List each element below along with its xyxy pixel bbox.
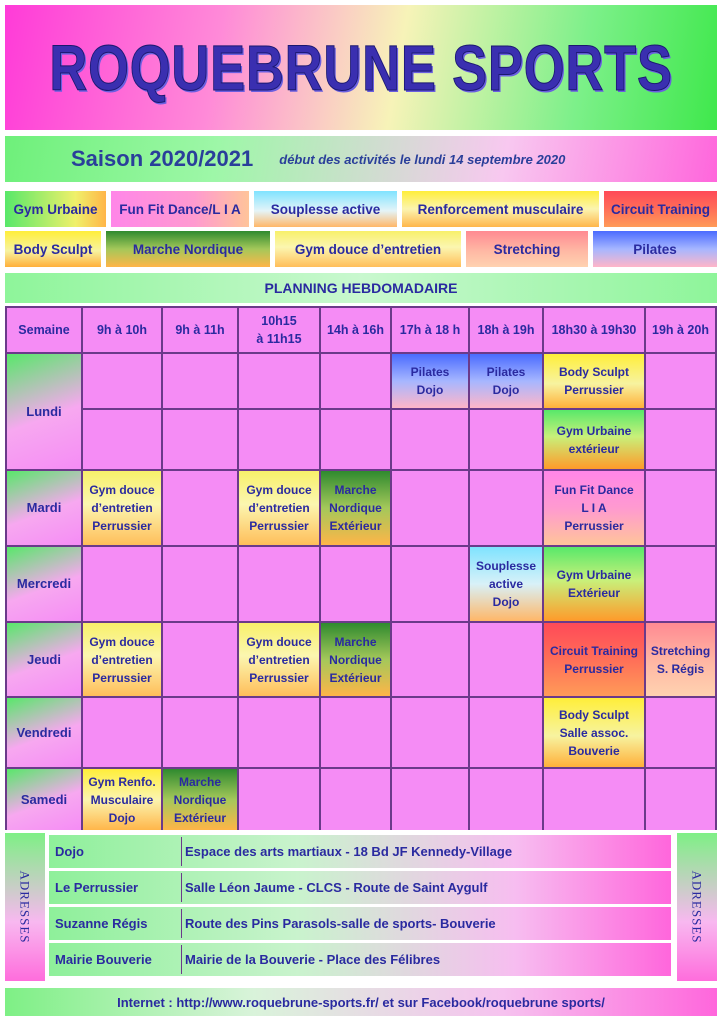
session-mardi-gym-douce-9h: Gym douce d’entretien Perrussier: [83, 471, 161, 545]
empty-slot: [392, 623, 468, 696]
address-row: [49, 943, 671, 976]
session-lundi-pilates-17h: Pilates Dojo: [392, 354, 468, 408]
session-mercredi-gym-urbaine: Gym Urbaine Extérieur: [544, 547, 644, 621]
chip-renforcement-musculaire: Renforcement musculaire: [402, 191, 599, 227]
session-jeudi-stretching: Stretching S. Régis: [646, 623, 715, 696]
empty-slot: [470, 698, 542, 767]
chip-marche-nordique: Marche Nordique: [106, 231, 270, 267]
empty-slot: [392, 471, 468, 545]
session-mardi-fun-fit-dance: Fun Fit Dance L I A Perrussier: [544, 471, 644, 545]
address-place: Salle Léon Jaume - CLCS - Route de Saint Aygulf: [185, 880, 488, 895]
season-bar: [5, 136, 717, 182]
weekly-schedule-table: [5, 306, 717, 830]
empty-slot: [321, 698, 390, 767]
empty-slot: [83, 354, 161, 408]
day-vendredi: Vendredi: [7, 698, 81, 767]
empty-slot: [544, 769, 644, 830]
empty-slot: [163, 354, 237, 408]
page-title: ROQUEBRUNE SPORTS: [49, 31, 673, 104]
empty-slot: [646, 547, 715, 621]
day-samedi: Samedi: [7, 769, 81, 830]
day-mercredi: Mercredi: [7, 547, 81, 621]
empty-slot: [470, 769, 542, 830]
day-lundi: Lundi: [7, 354, 81, 469]
empty-slot: [470, 471, 542, 545]
session-samedi-marche-nordique: Marche Nordique Extérieur: [163, 769, 237, 830]
address-place: Espace des arts martiaux - 18 Bd JF Kennedy-Village: [185, 844, 513, 859]
empty-slot: [321, 354, 390, 408]
address-name: Le Perrussier: [55, 880, 139, 895]
empty-slot: [163, 547, 237, 621]
session-mardi-gym-douce-10h15: Gym douce d’entretien Perrussier: [239, 471, 319, 545]
empty-slot: [83, 547, 161, 621]
footer-links: Internet : http://www.roquebrune-sports.fr/ et sur Facebook/roquebrune sports/: [5, 988, 717, 1016]
chip-body-sculpt: Body Sculpt: [5, 231, 101, 267]
addresses-side-label-right: ADRESSES: [677, 833, 717, 981]
season-label: Saison 2020/2021: [71, 146, 254, 171]
session-jeudi-gym-douce-10h15: Gym douce d’entretien Perrussier: [239, 623, 319, 696]
empty-slot: [163, 698, 237, 767]
empty-slot: [646, 410, 715, 469]
addresses-side-label-left: ADRESSES: [5, 833, 45, 981]
session-jeudi-marche-nordique: Marche Nordique Extérieur: [321, 623, 390, 696]
empty-slot: [163, 471, 237, 545]
header-semaine: Semaine: [7, 308, 81, 352]
empty-slot: [646, 698, 715, 767]
empty-slot: [239, 410, 319, 469]
session-jeudi-circuit-training: Circuit Training Perrussier: [544, 623, 644, 696]
address-name: Mairie Bouverie: [55, 952, 152, 967]
address-row: [49, 835, 671, 868]
address-place: Route des Pins Parasols-salle de sports- Bouverie: [185, 916, 496, 931]
session-lundi-gym-urbaine: Gym Urbaine extérieur: [544, 410, 644, 469]
day-jeudi: Jeudi: [7, 623, 81, 696]
empty-slot: [83, 410, 161, 469]
empty-slot: [470, 410, 542, 469]
empty-slot: [646, 769, 715, 830]
header-slot-14-16: 14h à 16h: [321, 308, 390, 352]
empty-slot: [321, 410, 390, 469]
chip-gym-urbaine: Gym Urbaine: [5, 191, 106, 227]
empty-slot: [646, 354, 715, 408]
session-lundi-body-sculpt: Body Sculpt Perrussier: [544, 354, 644, 408]
address-name: Dojo: [55, 844, 84, 859]
header-slot-18-19: 18h à 19h: [470, 308, 542, 352]
session-jeudi-gym-douce-9h: Gym douce d’entretien Perrussier: [83, 623, 161, 696]
chip-fun-fit-dance: Fun Fit Dance/L I A: [111, 191, 249, 227]
day-mardi: Mardi: [7, 471, 81, 545]
session-mardi-marche-nordique: Marche Nordique Extérieur: [321, 471, 390, 545]
empty-slot: [163, 410, 237, 469]
address-name: Suzanne Régis: [55, 916, 148, 931]
chip-circuit-training: Circuit Training: [604, 191, 717, 227]
header-slot-19-20: 19h à 20h: [646, 308, 715, 352]
empty-slot: [392, 698, 468, 767]
header-slot-9-11: 9h à 11h: [163, 308, 237, 352]
session-vendredi-body-sculpt: Body Sculpt Salle assoc. Bouverie: [544, 698, 644, 767]
header-slot-17-18: 17h à 18 h: [392, 308, 468, 352]
planning-title: PLANNING HEBDOMADAIRE: [5, 273, 717, 303]
empty-slot: [83, 698, 161, 767]
address-row: [49, 907, 671, 940]
chip-stretching: Stretching: [466, 231, 588, 267]
chip-souplesse-active: Souplesse active: [254, 191, 397, 227]
chip-pilates: Pilates: [593, 231, 717, 267]
title-banner: [5, 5, 717, 130]
empty-slot: [392, 769, 468, 830]
session-mercredi-souplesse: Souplesse active Dojo: [470, 547, 542, 621]
empty-slot: [470, 623, 542, 696]
empty-slot: [321, 547, 390, 621]
empty-slot: [239, 547, 319, 621]
chip-gym-douce: Gym douce d’entretien: [275, 231, 461, 267]
empty-slot: [239, 354, 319, 408]
session-samedi-gym-renfo: Gym Renfo. Musculaire Dojo: [83, 769, 161, 830]
season-start-note: début des activités le lundi 14 septembre 2020: [279, 151, 566, 167]
empty-slot: [321, 769, 390, 830]
address-row: [49, 871, 671, 904]
address-place: Mairie de la Bouverie - Place des Félibres: [185, 952, 441, 967]
empty-slot: [239, 769, 319, 830]
header-slot-9-10: 9h à 10h: [83, 308, 161, 352]
header-slot-10h15-11h15: 10h15 à 11h15: [239, 308, 319, 352]
addresses-section: [5, 833, 717, 983]
empty-slot: [163, 623, 237, 696]
empty-slot: [646, 471, 715, 545]
header-slot-18h30-19h30: 18h30 à 19h30: [544, 308, 644, 352]
empty-slot: [392, 547, 468, 621]
session-lundi-pilates-18h: Pilates Dojo: [470, 354, 542, 408]
empty-slot: [239, 698, 319, 767]
empty-slot: [392, 410, 468, 469]
